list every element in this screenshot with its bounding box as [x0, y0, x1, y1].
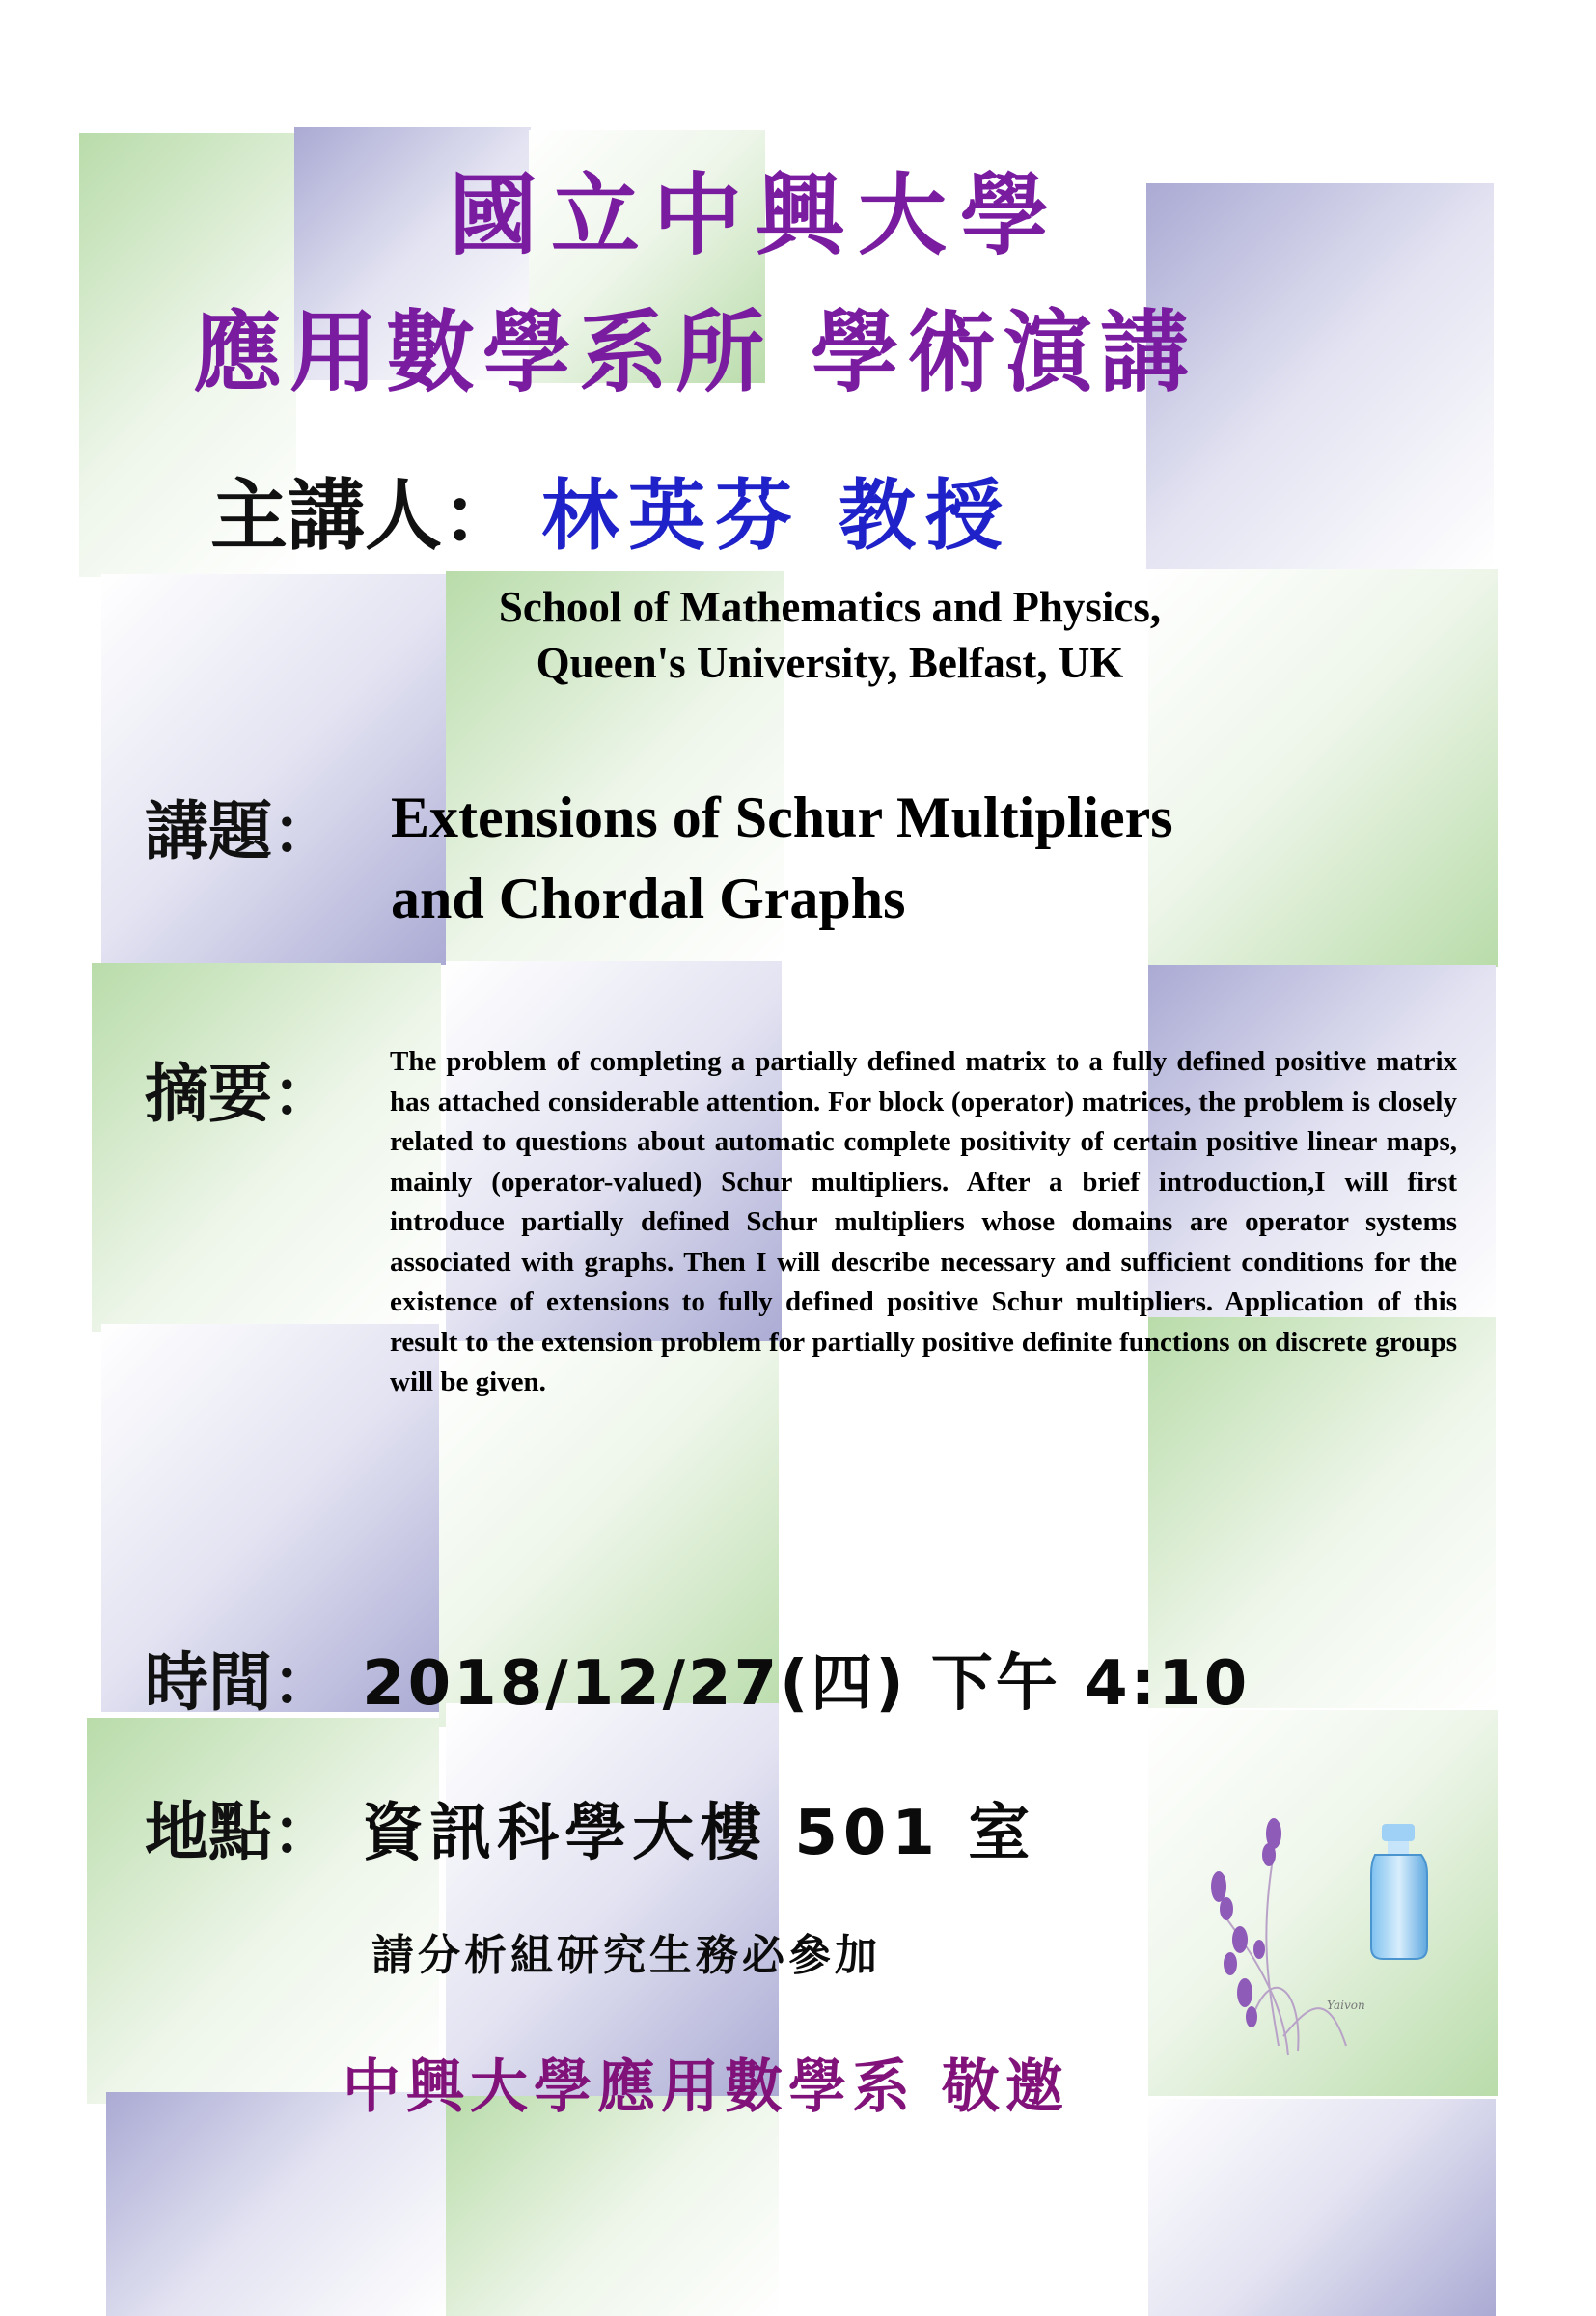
lavender-bottle-illustration — [1192, 1795, 1481, 2075]
background-tile — [446, 2096, 779, 2316]
speaker-label: 主講人： — [210, 471, 519, 561]
speaker-row — [210, 454, 1012, 565]
background-tile — [1146, 183, 1494, 569]
abstract-text: The problem of completing a partially defined matrix to a fully defined positive matrix has attached considerable attention. For block (operator) matrices, the problem is closely related to questions about automatic complete positivity of certain positive linear maps, mainly (operator-valued) Schur multipliers. After a brief introduction,I will first introduce partially defined Schur multipliers whose domains are operator systems associated with graphs. Then I will describe necessary and sufficient conditions for the existence of extensions to fully defined positive Schur multipliers. Application of this result to the extension problem for partially positive definite functions on discrete groups will be given. — [390, 1046, 1457, 1397]
time-label: 時間： — [145, 1645, 336, 1720]
topic-label: 講題： — [145, 794, 336, 868]
affiliation-line-2: Queen's University, Belfast, UK — [536, 639, 1124, 687]
topic-line-1: Extensions of Schur Multipliers — [391, 786, 1173, 849]
background-tile — [1148, 2099, 1496, 2316]
attendance-notice: 請分析組研究生務必參加 — [371, 1931, 881, 1980]
background-tile — [106, 2092, 449, 2316]
affiliation-line-1: School of Mathematics and Physics, — [498, 583, 1162, 631]
abstract-label: 摘要： — [145, 1057, 336, 1131]
department-title: 應用數學系所 學術演講 — [193, 301, 1197, 404]
lavender-stems-icon — [1221, 1853, 1346, 2055]
place-label: 地點： — [145, 1795, 336, 1869]
place-row — [145, 1780, 1035, 1872]
place-value: 資訊科學大樓 501 室 — [362, 1798, 1036, 1869]
speaker-name: 林英芬 教授 — [541, 471, 1012, 561]
time-row — [145, 1631, 1250, 1723]
topic-line-2: and Chordal Graphs — [391, 867, 906, 930]
topic-title — [391, 777, 1173, 939]
background-tile — [446, 1703, 779, 2099]
university-title: 國立中興大學 — [449, 164, 1063, 267]
time-value: 2018/12/27(四) 下午 4:10 — [362, 1648, 1251, 1720]
affiliation — [289, 579, 1370, 691]
artist-signature: Yaivon — [1327, 1999, 1365, 2012]
background-tile — [92, 963, 441, 1332]
glass-bottle-icon — [1371, 1824, 1427, 1959]
invitation-line: 中興大學應用數學系 敬邀 — [343, 2054, 1069, 2121]
